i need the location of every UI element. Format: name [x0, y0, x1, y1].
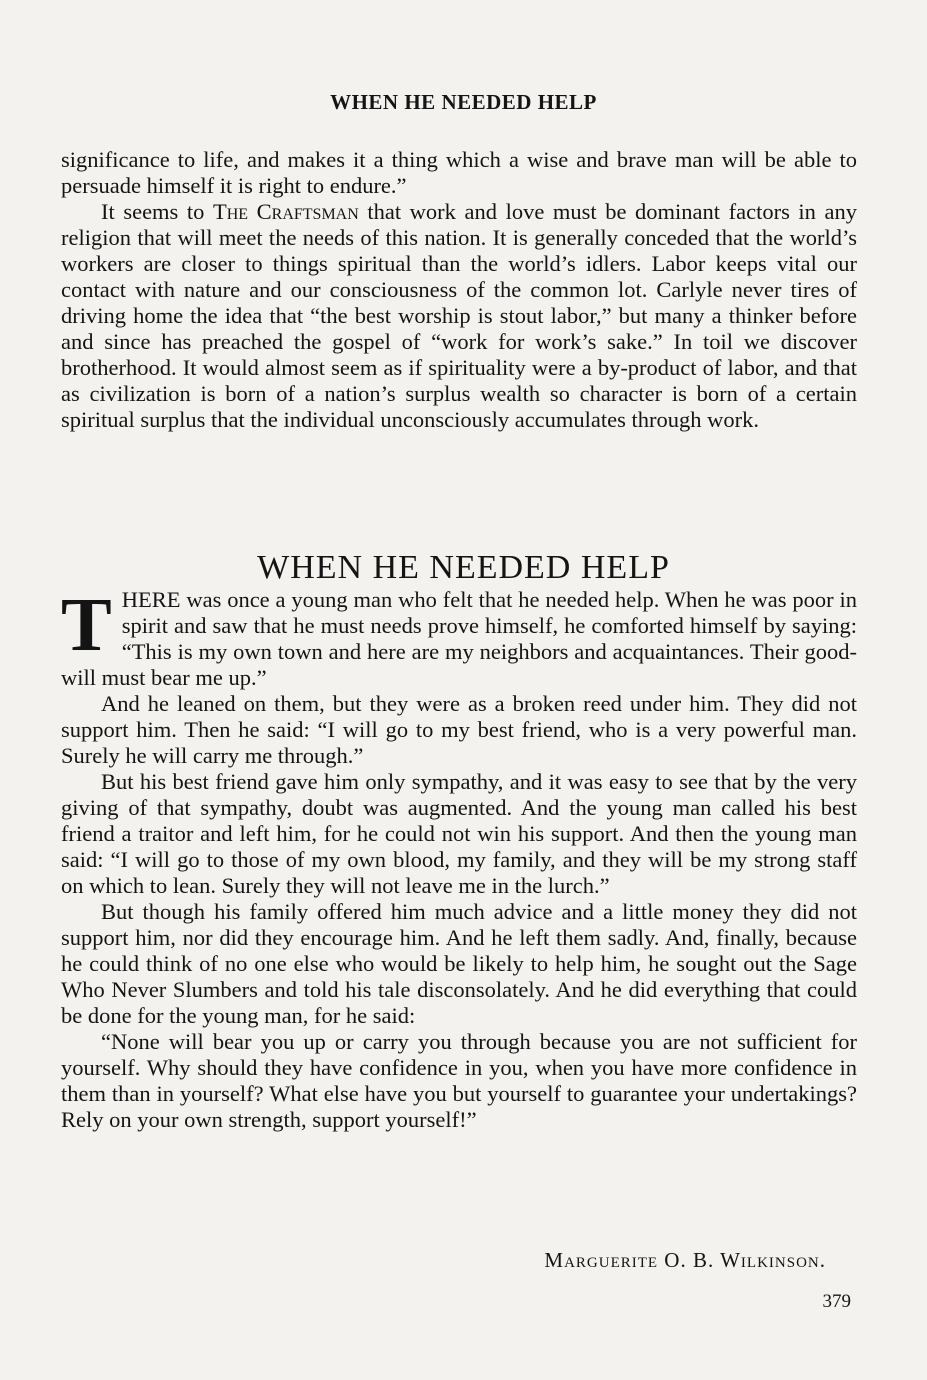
article-paragraph: And he leaned on them, but they were as a broken reed under him. They did not support him. Then he said: “I will go to my best friend, who is a very powerful man. Surely he will carry me through.”: [61, 691, 857, 768]
magazine-name: The Craftsman: [212, 199, 359, 224]
article-paragraph: [61, 583, 857, 691]
article-title: WHEN HE NEEDED HELP: [257, 548, 670, 586]
continued-text-block: [61, 147, 857, 433]
paragraph-body: that work and love must be dominant factors in any religion that will meet the needs of this nation. It is generally conceded that the world’s workers are closer to things spiritual than the world’s idlers. Labor keeps vital our contact with nature and our consciousness of the common lot. Carlyle never tires of driving home the idea that “the best worship is stout labor,” but many a thinker before and since has preached the gospel of “work for work’s sake.” In toil we discover brotherhood. It would almost seem as if spirituality were a by-product of labor, and that as civilization is born of a nation’s surplus wealth so character is born of a certain spiritual surplus that the individual unconsciously accumulates through work.: [61, 199, 857, 432]
running-head: WHEN HE NEEDED HELP: [330, 90, 597, 114]
article-body: [61, 583, 857, 1133]
article-paragraph: But his best friend gave him only sympathy, and it was easy to see that by the very giving of that sympathy, doubt was augmented. And the young man called his best friend a traitor and left him, for he could not win his support. And then the young man said: “I will go to those of my own blood, my family, and they will be my strong staff on which to lean. Surely they will not leave me in the lurch.”: [61, 769, 857, 898]
article-paragraph: But though his family offered him much advice and a little money they did not support him, nor did they encourage him. And he left them sadly. And, finally, because he could think of no one else who would be likely to help him, he sought out the Sage Who Never Slumbers and told his tale disconsolately. And he did everything that could be done for the young man, for he said:: [61, 899, 857, 1028]
author-signature: Marguerite O. B. Wilkinson.: [544, 1248, 826, 1272]
article-paragraph: “None will bear you up or carry you through because you are not sufficient for yourself. Why should they have confidence in you, when you have more confidence in them than in yourself? What else have you but yourself to guarantee your undertakings? Rely on your own strength, support yourself!”: [61, 1029, 857, 1132]
craftsman-paragraph: [61, 199, 857, 433]
paragraph-lead: It seems to: [101, 199, 213, 224]
drop-cap: T: [61, 583, 112, 667]
opening-text: was once a young man who felt that he needed help. When he was poor in spirit and saw that he must needs prove himself, he comforted himself by saying: “This is my own town and here are my neighbors and acquaintances. Their good-will must bear me up.”: [61, 587, 857, 690]
opening-caps: HERE: [121, 587, 181, 612]
continued-paragraph: significance to life, and makes it a thing which a wise and brave man will be able to persuade himself it is right to endure.”: [61, 147, 857, 198]
page-number: 379: [822, 1291, 851, 1312]
